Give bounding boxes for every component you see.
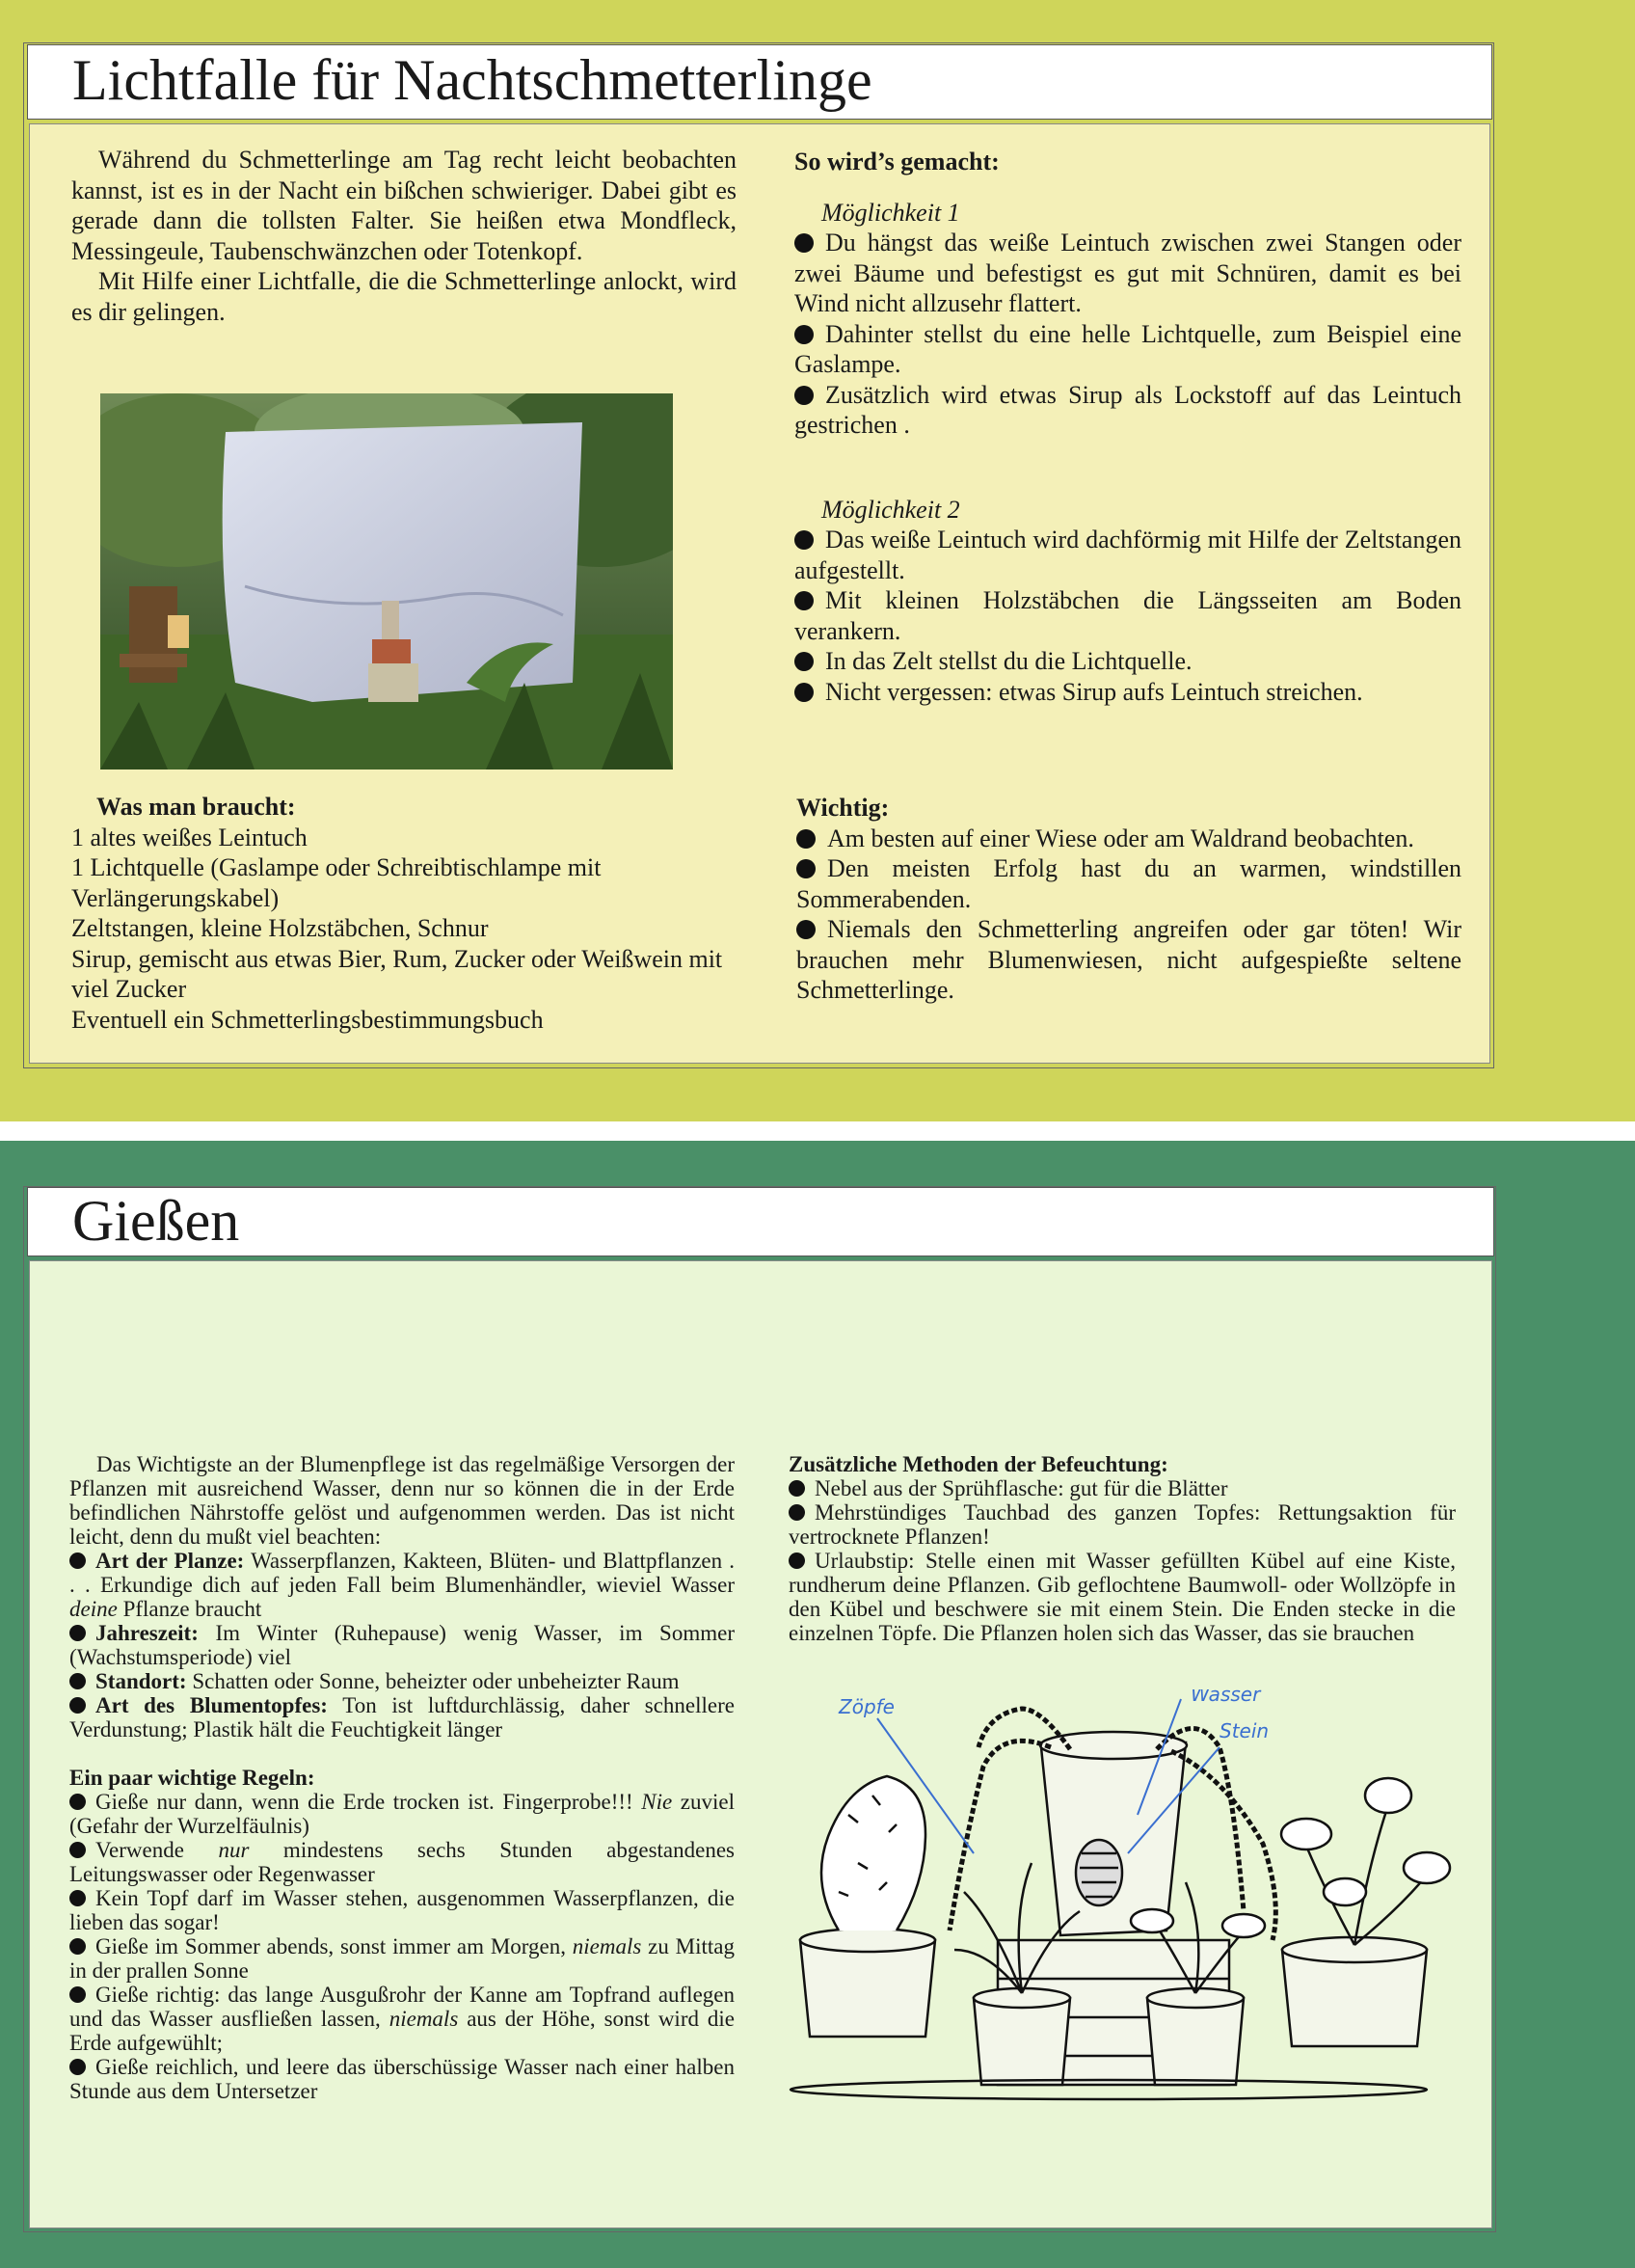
bullet-icon xyxy=(794,652,814,671)
factor-item: Art des Blumentopfes: Ton ist luftdurchlässig, daher schnellere Verdunstung; Plastik hält die Feuchtigkeit länger xyxy=(69,1693,735,1742)
bullet-icon xyxy=(69,1842,86,1858)
option1-label: Möglichkeit 1 xyxy=(821,198,960,227)
bullet-icon xyxy=(794,530,814,550)
intro-paragraph: Mit Hilfe einer Lichtfalle, die die Schmetterlinge anlockt, wird es dir gelingen. xyxy=(71,267,737,326)
rule-item: Verwende nur mindestens sechs Stunden abgestandenes Leitungswasser oder Regenwasser xyxy=(69,1838,735,1886)
bullet-icon xyxy=(789,1552,805,1569)
needs-item: Sirup, gemischt aus etwas Bier, Rum, Zucker oder Weißwein mit viel Zucker xyxy=(71,944,723,1003)
option2-item: In das Zelt stellst du die Lichtquelle. xyxy=(794,646,1461,677)
bullet-icon xyxy=(794,386,814,405)
bullet-icon xyxy=(69,1986,86,2003)
rules-heading: Ein paar wichtige Regeln: xyxy=(69,1766,315,1790)
needs-item: 1 altes weißes Leintuch xyxy=(71,823,308,851)
method-item: Mehrstündiges Tauchbad des ganzen Topfes: Rettungsaktion für vertrocknete Pflanzen! xyxy=(789,1500,1456,1549)
bullet-icon xyxy=(794,233,814,253)
method-item: Nebel aus der Sprühflasche: gut für die Blätter xyxy=(789,1476,1456,1500)
title-bar xyxy=(27,1187,1494,1256)
page-title: Gießen xyxy=(72,1189,240,1253)
method-item: Urlaubstip: Stelle einen mit Wasser gefüllten Kübel auf eine Kiste, rundherum deine Pflanzen. Gib geflochtene Baumwoll- oder Wollzöpfe in den Kübel und beschwere sie mit einem Stein. Die Enden stecke in die einzelnen Töpfe. Die Pflanzen holen sich das Wasser, das sie brauchen xyxy=(789,1549,1456,1645)
rule-item: Gieße im Sommer abends, sonst immer am Morgen, niemals zu Mittag in der prallen Sonne xyxy=(69,1934,735,1983)
bullet-icon xyxy=(69,1552,86,1569)
watering-intro: Das Wichtigste an der Blumenpflege ist das regelmäßige Versorgen der Pflanzen mit ausreichend Wasser, denn nur so können die in der Erde befindlichen Nährstoffe gelöst und aufgenommen werden. Das ist nicht leicht, denn du mußt viel beachten: xyxy=(69,1452,735,1549)
rule-item: Gieße richtig: das lange Ausgußrohr der Kanne am Topfrand auflegen und das Wasser ausfließen lassen, niemals aus der Höhe, sonst wird die Erde aufgewühlt; xyxy=(69,1983,735,2055)
needs-item: Eventuell ein Schmetterlingsbestimmungsbuch xyxy=(71,1005,544,1034)
important-item: Niemals den Schmetterling angreifen oder gar töten! Wir brauchen mehr Blumenwiesen, nicht aufgespießte seltene Schmetterlinge. xyxy=(796,915,1461,1004)
bullet-icon xyxy=(796,859,816,878)
bullet-icon xyxy=(69,1890,86,1906)
needs-item: Zeltstangen, kleine Holzstäbchen, Schnur xyxy=(71,914,489,942)
bullet-icon xyxy=(69,2059,86,2075)
important-item: Am besten auf einer Wiese oder am Waldrand beobachten. xyxy=(796,824,1461,854)
rule-item: Gieße reichlich, und leere das überschüssige Wasser nach einer halben Stunde aus dem Untersetzer xyxy=(69,2055,735,2103)
option1-item: Dahinter stellst du eine helle Lichtquelle, zum Beispiel eine Gaslampe. xyxy=(794,319,1461,378)
factor-item: Art der Planze: Wasserpflanzen, Kakteen, Blüten- und Blattpflanzen . . . Erkundige dich auf jeden Fall beim Blumenhändler, wieviel Wasser deine Pflanze braucht xyxy=(69,1549,735,1621)
important-section xyxy=(796,793,1461,1006)
title-bar xyxy=(27,44,1492,120)
label-braids: Zöpfe xyxy=(839,1695,895,1718)
intro-text xyxy=(71,145,737,327)
option2-item: Das weiße Leintuch wird dachförmig mit Hilfe der Zeltstangen aufgestellt. xyxy=(794,526,1461,584)
intro-paragraph: Während du Schmetterlinge am Tag recht leicht beobachten kannst, ist es in der Nacht ein bißchen schwieriger. Dabei gibt es gerade dann die tollsten Falter. Sie heißen etwa Mondfleck, Messingeule, Taubenschwänzchen oder Totenkopf. xyxy=(71,146,737,265)
bullet-icon xyxy=(789,1504,805,1521)
bullet-icon xyxy=(796,920,816,939)
factor-item: Jahreszeit: Im Winter (Ruhepause) wenig Wasser, im Sommer (Wachstumsperiode) viel xyxy=(69,1621,735,1669)
needs-section xyxy=(71,792,737,1035)
factor-item: Standort: Schatten oder Sonne, beheizter oder unbeheizter Raum xyxy=(69,1669,735,1693)
bullet-icon xyxy=(796,829,816,849)
important-heading: Wichtig: xyxy=(796,794,890,822)
methods-section xyxy=(789,1452,1456,1645)
needs-item: 1 Lichtquelle (Gaslampe oder Schreibtischlampe mit Verlängerungskabel) xyxy=(71,853,602,912)
bullet-icon xyxy=(69,1673,86,1689)
option1-item: Zusätzlich wird etwas Sirup als Lockstoff auf das Leintuch gestrichen . xyxy=(794,380,1461,439)
bullet-icon xyxy=(794,591,814,610)
page-title: Lichtfalle für Nachtschmetterlinge xyxy=(72,48,872,112)
needs-heading: Was man braucht: xyxy=(96,793,296,821)
howto-section xyxy=(794,147,1461,707)
illustration-self-watering xyxy=(781,1689,1456,2104)
bullet-icon xyxy=(794,683,814,702)
label-stone: Stein xyxy=(1220,1719,1270,1742)
label-water: Wasser xyxy=(1191,1689,1261,1706)
rule-item: Kein Topf darf im Wasser stehen, ausgenommen Wasserpflanzen, die lieben das sogar! xyxy=(69,1886,735,1934)
option2-item: Nicht vergessen: etwas Sirup aufs Leintuch streichen. xyxy=(794,677,1461,708)
bullet-icon xyxy=(789,1480,805,1497)
option1-item: Du hängst das weiße Leintuch zwischen zwei Stangen oder zwei Bäume und befestigst es gut mit Schnüren, damit es bei Wind nicht allzusehr flattert. xyxy=(794,229,1461,317)
bullet-icon xyxy=(794,325,814,344)
howto-heading: So wird’s gemacht: xyxy=(794,148,1000,176)
methods-heading: Zusätzliche Methoden der Befeuchtung: xyxy=(789,1452,1168,1476)
rule-item: Gieße nur dann, wenn die Erde trocken ist. Fingerprobe!!! Nie zuviel (Gefahr der Wurzelfäulnis) xyxy=(69,1790,735,1838)
bullet-icon xyxy=(69,1938,86,1955)
option2-label: Möglichkeit 2 xyxy=(821,495,960,524)
watering-intro-section xyxy=(69,1452,735,2103)
bullet-icon xyxy=(69,1625,86,1641)
photo-light-trap xyxy=(100,393,673,770)
bullet-icon xyxy=(69,1794,86,1810)
card-light-trap xyxy=(0,0,1635,1121)
option2-item: Mit kleinen Holzstäbchen die Längsseiten am Boden verankern. xyxy=(794,586,1461,645)
bullet-icon xyxy=(69,1697,86,1714)
important-item: Den meisten Erfolg hast du an warmen, windstillen Sommerabenden. xyxy=(796,854,1461,913)
